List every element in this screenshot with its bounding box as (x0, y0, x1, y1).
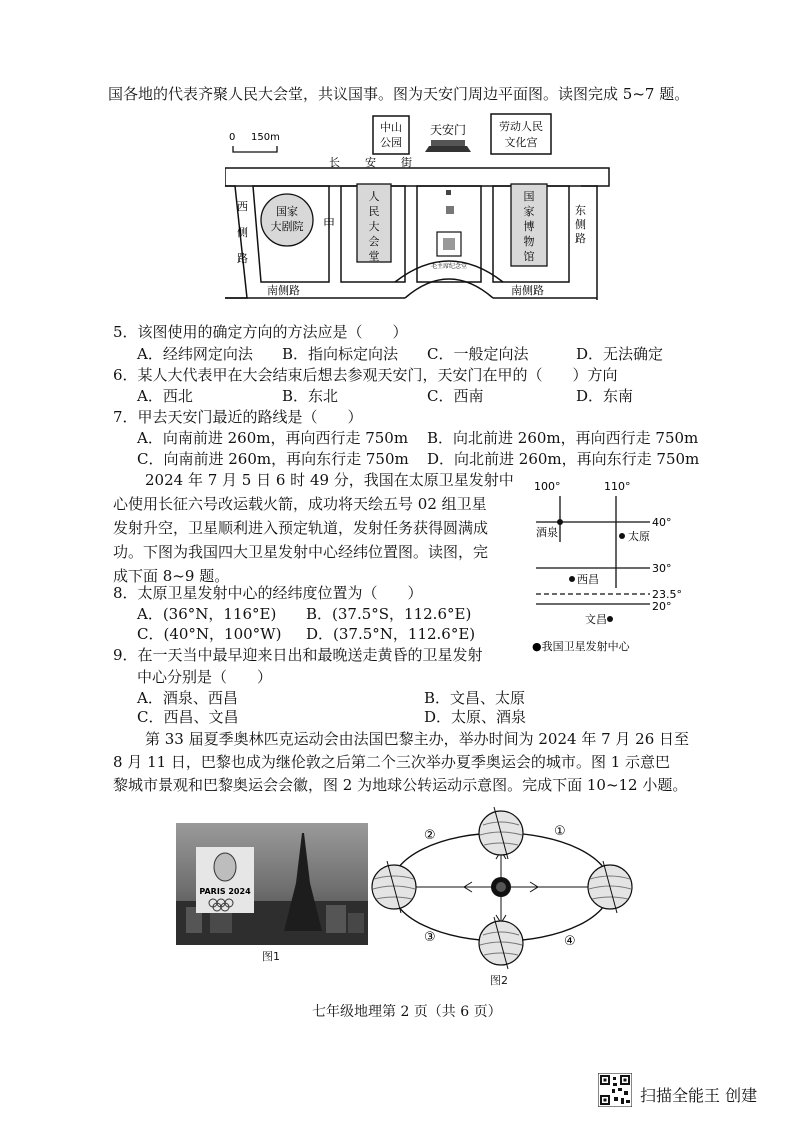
dongcelu-2: 侧 (575, 218, 586, 231)
taiyuan-dot (619, 533, 625, 539)
launch-center-map (530, 476, 700, 658)
q5-option-a[interactable]: A．经纬网定向法 (137, 345, 253, 363)
lat40: 40° (652, 516, 672, 529)
monument-icon (446, 190, 451, 195)
xichang-label: 西昌 (577, 573, 599, 586)
jia-label: 甲 (323, 217, 336, 231)
scale-bar (233, 146, 277, 152)
tiananmen-map (225, 110, 615, 306)
q8-option-c[interactable]: C．(40°N，100°W) (137, 625, 282, 643)
changan-2: 安 (365, 156, 376, 169)
q6-option-b[interactable]: B．东北 (282, 387, 339, 405)
q5-option-d[interactable]: D．无法确定 (576, 345, 664, 363)
taiyuan-label: 太原 (628, 530, 650, 543)
juyuan-1: 国家 (276, 205, 298, 218)
bowuguan-5: 馆 (523, 250, 535, 263)
tiananmen-gate-icon (425, 146, 471, 152)
xicelu-3: 路 (237, 252, 248, 265)
paris-logo-text: PARIS 2024 (199, 887, 251, 896)
q9-option-b[interactable]: B．文昌、太原 (424, 689, 526, 707)
bowuguan-1: 国 (523, 190, 535, 203)
figure1-caption: 图1 (262, 950, 280, 963)
q8-option-b[interactable]: B．(37.5°S，112.6°E) (306, 605, 472, 623)
figure2-revolution (368, 805, 636, 980)
renda-1: 人 (368, 190, 380, 203)
q8-option-a[interactable]: A．(36°N，116°E) (137, 605, 277, 623)
q9-stem-2: 中心分别是（ ） (137, 668, 273, 686)
q9-option-d[interactable]: D．太原、酒泉 (424, 708, 527, 726)
renda-4: 会 (368, 235, 380, 248)
earth-right-icon (588, 861, 632, 913)
lon100: 100° (534, 480, 561, 493)
q8-stem: 8．太原卫星发射中心的经纬度位置为（ ） (113, 584, 423, 602)
earth-bottom-icon (479, 917, 523, 969)
olympic-flame-icon (214, 853, 236, 881)
lat30: 30° (652, 562, 672, 575)
zhongshan-label-1: 中山 (380, 121, 402, 134)
passage3-line3: 黎城市景观和巴黎奥运会会徽，图 2 为地球公转运动示意图。完成下面 10~12 小题。 (113, 776, 688, 794)
dongcelu-3: 路 (575, 232, 586, 245)
wenchang-dot (607, 616, 613, 622)
xicelu-2: 侧 (237, 226, 248, 239)
q9-option-a[interactable]: A．酒泉、西昌 (137, 689, 238, 707)
q9-option-c[interactable]: C．西昌、文昌 (137, 708, 239, 726)
figure1-paris-photo (176, 823, 368, 945)
lat20: 20° (652, 600, 672, 613)
renda-3: 大 (368, 220, 380, 233)
passage2-line5: 成下面 8~9 题。 (113, 567, 230, 585)
q7-option-d[interactable]: D．向北前进 260m，再向东行走 750m (427, 450, 700, 468)
q9-stem-1: 9．在一天当中最早迎来日出和最晚送走黄昏的卫星发射 (113, 646, 483, 664)
lon110: 110° (604, 480, 631, 493)
q6-option-a[interactable]: A．西北 (137, 387, 193, 405)
scale-zero: 0 (229, 132, 236, 143)
page-footer: 七年级地理第 2 页（共 6 页） (312, 1004, 502, 1020)
q5-stem: 5．该图使用的确定方向的方法应是（ ） (113, 323, 408, 341)
changan-1: 长 (329, 156, 340, 169)
nancelu-left: 南侧路 (267, 284, 300, 297)
changan-3: 街 (401, 156, 412, 169)
earth-left-icon (372, 861, 416, 913)
bowuguan-4: 物 (523, 235, 535, 248)
q7-option-b[interactable]: B．向北前进 260m，再向西行走 750m (427, 429, 699, 447)
passage2-line2: 心使用长征六号改运载火箭，成功将天绘五号 02 组卫星 (113, 495, 487, 513)
scanner-watermark: 扫描全能王 创建 (640, 1086, 758, 1105)
laodong-label-2: 文化宫 (504, 136, 538, 149)
passage2-line3: 发射升空，卫星顺利进入预定轨道，发射任务获得圆满成 (113, 519, 489, 537)
passage2-line1: 2024 年 7 月 5 日 6 时 49 分，我国在太原卫星发射中 (145, 471, 514, 489)
orbit-label-2: ② (424, 828, 436, 843)
q5-option-c[interactable]: C．一般定向法 (427, 345, 529, 363)
jiuquan-dot (557, 519, 563, 525)
juyuan-2: 大剧院 (270, 220, 304, 233)
bowuguan-2: 家 (523, 205, 535, 218)
bowuguan-3: 博 (523, 220, 535, 233)
q6-option-d[interactable]: D．东南 (576, 387, 634, 405)
passage3-line1: 第 33 届夏季奥林匹克运动会由法国巴黎主办，举办时间为 2024 年 7 月 26 日至 (145, 730, 690, 748)
orbit-label-4: ④ (564, 934, 576, 949)
renda-5: 堂 (368, 250, 380, 263)
qr-code-icon (598, 1073, 632, 1107)
lat235: 23.5° (652, 588, 682, 601)
flag-icon (446, 206, 454, 214)
changan-street (225, 168, 609, 186)
xichang-dot (569, 576, 575, 582)
q7-option-a[interactable]: A．向南前进 260m，再向西行走 750m (137, 429, 409, 447)
scale-length: 150m (251, 132, 280, 143)
map2-legend: ●我国卫星发射中心 (532, 640, 630, 653)
xicelu-1: 西 (237, 200, 248, 213)
q8-option-d[interactable]: D．(37.5°N，112.6°E) (306, 625, 476, 643)
nancelu-right: 南侧路 (511, 284, 544, 297)
wenchang-label: 文昌 (585, 613, 607, 626)
memorial-label: 毛主席纪念堂 (430, 263, 468, 270)
orbit-label-3: ③ (424, 930, 436, 945)
q6-stem: 6．某人大代表甲在大会结束后想去参观天安门，天安门在甲的（ ）方向 (113, 366, 618, 384)
intro-text: 国各地的代表齐聚人民大会堂，共议国事。图为天安门周边平面图。读图完成 5~7 题。 (108, 85, 690, 103)
q7-stem: 7．甲去天安门最近的路线是（ ） (113, 408, 363, 426)
renda-2: 民 (368, 205, 380, 218)
passage2-line4: 功。下图为我国四大卫星发射中心经纬位置图。读图，完 (113, 543, 489, 561)
figure2-caption: 图2 (490, 974, 508, 987)
tiananmen-label: 天安门 (429, 123, 467, 137)
q6-option-c[interactable]: C．西南 (427, 387, 484, 405)
earth-top-icon (479, 807, 523, 859)
zhongshan-label-2: 公园 (380, 136, 402, 149)
laodong-label-1: 劳动人民 (499, 120, 543, 133)
dongcelu-1: 东 (575, 204, 586, 217)
jiuquan-label: 酒泉 (536, 526, 558, 539)
q7-option-c[interactable]: C．向南前进 260m，再向东行走 750m (137, 450, 409, 468)
passage3-line2: 8 月 11 日，巴黎也成为继伦敦之后第二个三次举办夏季奥运会的城市。图 1 示意巴 (113, 753, 671, 771)
q5-option-b[interactable]: B．指向标定向法 (282, 345, 399, 363)
orbit-label-1: ① (554, 824, 566, 839)
